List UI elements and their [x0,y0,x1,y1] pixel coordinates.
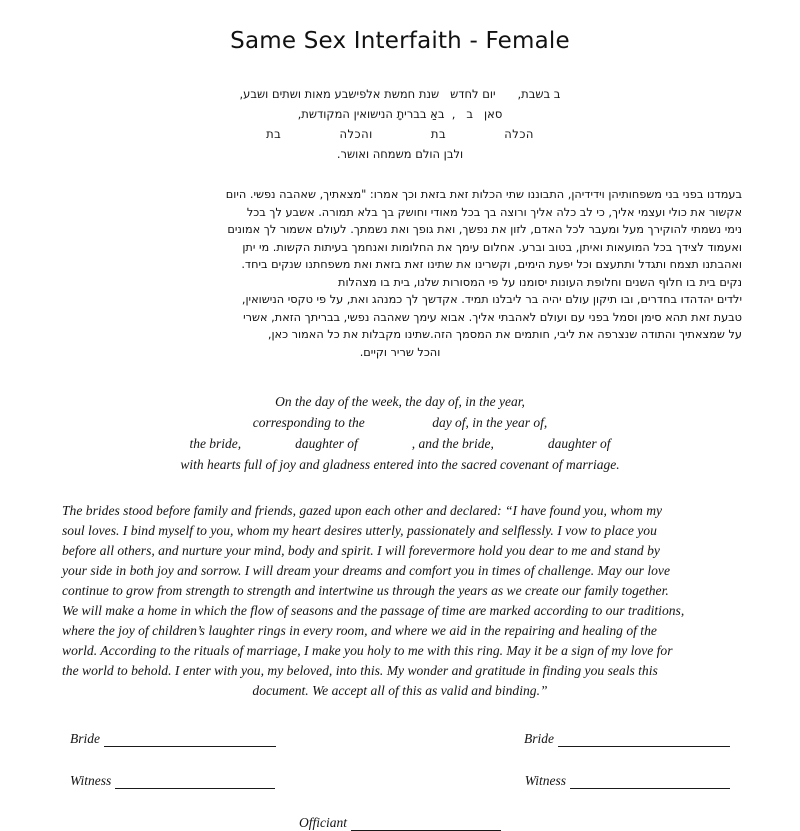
bride-right-label: Bride [524,731,554,746]
english-vow-paragraph [0,501,800,701]
vow-line: The brides stood before family and friends, gazed upon each other and declared: “I have found you, whom my [62,503,663,518]
officiant-signature-row [70,815,730,831]
bride-left-signature-line[interactable] [104,734,276,747]
hebrew-heading-line: הכלה בת והכלה בת [266,127,534,141]
witness-left-label: Witness [70,773,112,788]
bride-signature-row [70,731,730,747]
witness-left-signature-line[interactable] [115,776,275,789]
vow-line: soul loves. I bind myself to you, whom my heart desires utterly, passionately and selflessly. I vow to place you [62,523,657,538]
hebrew-body-block [0,186,800,361]
page-title: Same Sex Interfaith - Female [230,28,570,54]
officiant-signature-line[interactable] [351,818,501,831]
vow-line: your side in both joy and sorrow. I will dream your dreams and comfort you in times of challenge. May our love [62,563,670,578]
witness-signature-row [70,773,730,789]
english-date-block [0,391,800,475]
hebrew-body-line: טבעת זאת תהא סימן וסמל בפני עם ועולם לאהבתי אליך. אבוא עימך שאהבה נפשי, בבריתך הזאת, אשרי [243,310,742,324]
signature-section [0,731,800,831]
officiant-signature [299,815,501,831]
hebrew-heading-line: ב בשבת, יום לחדש שנת חמשת אלפי‌שבע מאות ושתים ושבע, [239,87,561,101]
witness-right-signature [525,773,730,789]
witness-right-label: Witness [524,773,566,788]
witness-right-signature-line[interactable] [570,776,730,789]
hebrew-body-line: והכל שריר וקיים. [359,345,441,359]
vow-line: where the joy of children’s laughter rings in every room, and where we aid in the repairing and healing of the [62,623,657,638]
bride-right-signature [524,731,730,747]
vow-line: continue to grow from strength to strength and intertwine us through the years as we create our family together. [62,583,669,598]
date-line: with hearts full of joy and gladness entered into the sacred covenant of marriage. [180,457,620,472]
hebrew-body-line: אקשור את כולי ועצמי אליך, כי לב כלה אליך ורוצה בך בכל מאודי וחושק בך בלא תמורה. אשבע לך בכל [246,205,742,219]
vow-line: document. We accept all of this as valid and binding.” [252,683,548,698]
bride-left-label: Bride [70,731,100,746]
vow-line: world. According to the rituals of marriage, I make you holy to me with this ring. May it be a sign of my love for [62,643,673,658]
date-line: corresponding to the day of, in the year of, [252,415,548,430]
date-line: the bride, daughter of , and the bride, daughter of [189,436,611,451]
bride-right-signature-line[interactable] [558,734,730,747]
hebrew-body-line: נימי נשמתי להוקירך מעל ומעבר לכל האדם, לזון את נפשך, ואת גופך ואת נשמתך. לעולם אשמור לך אמונים [227,223,742,236]
vow-line: We will make a home in which the flow of seasons and the passage of time are marked according to our traditions, [62,603,685,618]
hebrew-heading-line: ולבן הולם משמחה ואושר. [336,147,464,161]
witness-left-signature [70,773,275,789]
hebrew-heading-block [0,84,800,164]
hebrew-body-line: נקים בית בו חלוף השנים וחלופת העונות יסומנו על פי המסורות שלנו, בית בו מצהלות [338,275,742,289]
hebrew-body-line: ואעמוד לצידך בכל המועאות ואיתן, בטוב וברע. אחלום עימך את החלומות ואנחמך בעיתות הקשות. מי יתן [242,240,742,254]
hebrew-body-line: על שמצאתיך והתודה שנצרפה את ליבי, חותמים את המסמך הזה.שתינו מקבלות את כל האמור כאן, [267,328,742,341]
date-line: On the day of the week, the day of, in the year, [275,394,525,409]
hebrew-body-line: ילדים יהדהדו בחדרים, ובו תיקון עולם יהיה בר ליבלנו תמיד. אקדשך לך כמנהג ואת, על פי טקסי הנישואין, [241,293,742,306]
hebrew-body-line: בעמדנו בפני בני משפחותיהן וידידיהן, התבוננו שתי הכלות זאת בזאת וכך אמרו: "מצאתיך, שאהבה נפשי. היום [225,188,742,201]
hebrew-heading-line: סאן ב , באַ בבריתָ הנישואין המקודשת, [297,107,503,121]
vow-line: before all others, and nurture your mind, body and spirit. I will forevermore hold you dear to me and stand by [62,543,660,558]
bride-left-signature [70,731,276,747]
vow-line: the world to behold. I enter with you, my beloved, into this. My wonder and gratitude in finding you seals this [62,663,658,678]
hebrew-body-line: ואהבתנו תצמח ותגדל ותתעצם וכל יפעת הימים, וקשרינו את שתינו זאת בזאת ואת משפחתנו שנקים ביחד. [241,258,742,271]
officiant-label: Officiant [299,815,347,830]
ketubah-document [0,28,800,828]
